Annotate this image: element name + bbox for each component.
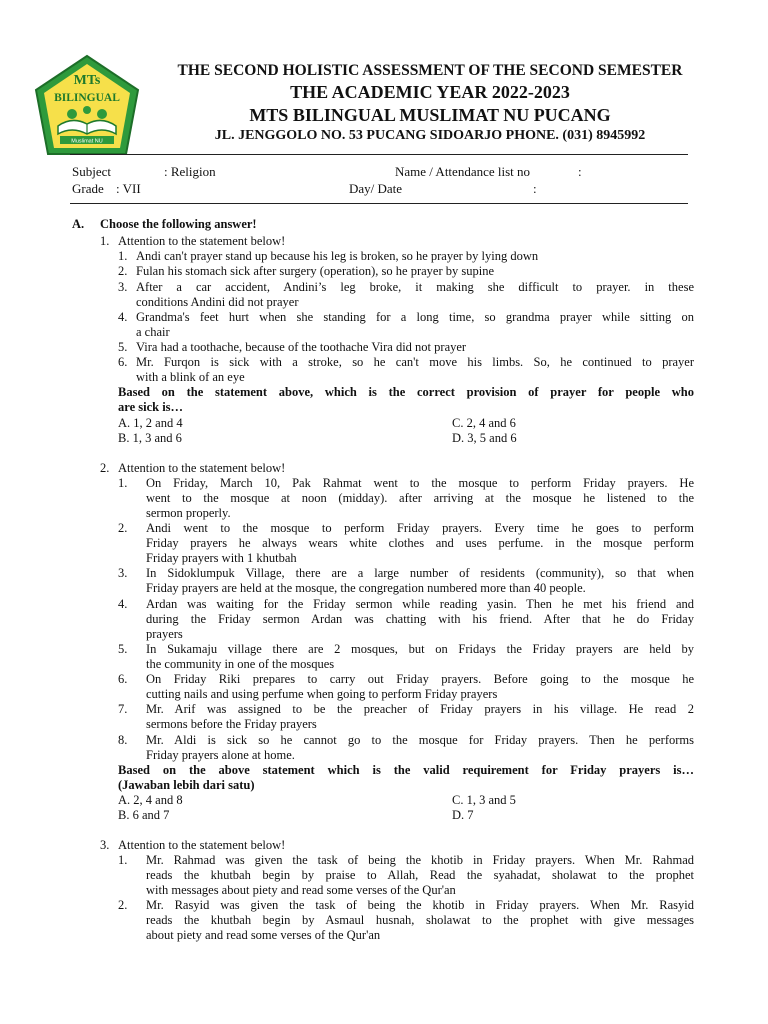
header-school-name: MTS BILINGUAL MUSLIMAT NU PUCANG xyxy=(249,105,611,125)
statement-number: 1. xyxy=(118,853,128,867)
question-number: 2. xyxy=(100,461,110,475)
statement-number: 1. xyxy=(118,476,128,490)
subject-value: : Religion xyxy=(164,164,216,179)
statement-number: 6. xyxy=(118,672,128,686)
question-prompt: Based on the statement above, which is the correct provision of prayer for people who xyxy=(118,385,694,399)
grade-value: : VII xyxy=(116,181,141,196)
statement-text-cont: sermon properly. xyxy=(146,506,231,520)
option-b[interactable]: B. 6 and 7 xyxy=(118,808,170,822)
header-academic-year: THE ACADEMIC YEAR 2022-2023 xyxy=(290,82,570,102)
statement-text: Mr. Aldi is sick so he cannot go to the mosque for Friday prayers. Then he performs xyxy=(146,733,694,747)
question-stem: Attention to the statement below! xyxy=(118,838,286,852)
statement-text-cont: a chair xyxy=(136,325,170,339)
statement-number: 2. xyxy=(118,264,128,278)
section-letter: A. xyxy=(72,217,85,231)
statement-text-cont: Friday prayers are held at the mosque, the congregation numbered more than 40 people. xyxy=(146,581,586,595)
statement-text: Grandma's feet hurt when she standing for a long time, so grandma prayer while sitting on xyxy=(136,310,694,324)
logo-text-bilingual: BILINGUAL xyxy=(54,92,120,104)
statement-text: Fulan his stomach sick after surgery (operation), so he prayer by supine xyxy=(136,264,495,278)
statement-text-cont: conditions Andini did not prayer xyxy=(136,295,299,309)
statement-text-cont: sermons before the Friday prayers xyxy=(146,717,317,731)
section-title: Choose the following answer! xyxy=(100,217,257,231)
statement-text: On Friday Riki prepares to carry out Friday prayers. Before going to the mosque he xyxy=(146,672,694,686)
statement-text: Vira had a toothache, because of the toothache Vira did not prayer xyxy=(136,340,467,354)
statement-text: After a car accident, Andini’s leg broke, it making she difficult to prayer. in these xyxy=(136,280,694,294)
question-number: 1. xyxy=(100,234,110,248)
statement-text: Andi can't prayer stand up because his leg is broken, so he prayer by lying down xyxy=(136,249,539,263)
statement-text: Mr. Furqon is sick with a stroke, so he can't move his limbs. So, he continued to prayer xyxy=(136,355,694,369)
option-d[interactable]: D. 7 xyxy=(452,808,474,822)
question-prompt-cont: (Jawaban lebih dari satu) xyxy=(118,778,255,792)
question-number: 3. xyxy=(100,838,110,852)
option-a[interactable]: A. 2, 4 and 8 xyxy=(118,793,183,807)
statement-text-cont: with a blink of an eye xyxy=(136,370,245,384)
option-c[interactable]: C. 1, 3 and 5 xyxy=(452,793,516,807)
statement-number: 5. xyxy=(118,642,128,656)
statement-text-cont: the community in one of the mosques xyxy=(146,657,335,671)
header-address: JL. JENGGOLO NO. 53 PUCANG SIDOARJO PHONE. (031) 8945992 xyxy=(214,128,646,143)
header-divider xyxy=(70,154,688,155)
statement-text: In Sukamaju village there are 2 mosques, but on Fridays the Friday prayers are held by xyxy=(146,642,694,656)
statement-text-cont: Friday prayers he always wears white clothes and uses perfume. in the mosque perform xyxy=(146,536,694,550)
statement-text-cont: reads the khutbah begin by praise to Allah, Read the syahadat, sholawat to the prophet xyxy=(146,868,694,882)
question-prompt: Based on the above statement which is the valid requirement for Friday prayers is… xyxy=(118,763,694,777)
day-label: Day/ Date xyxy=(349,181,403,196)
day-value: : xyxy=(533,181,537,196)
statement-text-cont: prayers xyxy=(146,627,183,641)
name-label: Name / Attendance list no xyxy=(395,164,531,179)
statement-text-cont: Friday prayers with 1 khutbah xyxy=(146,551,297,565)
statement-text-cont: went to the mosque at noon (midday). after arriving at the mosque he listened to the xyxy=(146,491,694,505)
statement-number: 7. xyxy=(118,702,128,716)
question-prompt-cont: are sick is… xyxy=(118,400,184,414)
option-b[interactable]: B. 1, 3 and 6 xyxy=(118,431,182,445)
grade-label: Grade xyxy=(72,181,104,196)
statement-text-cont: cutting nails and using perfume when going to perform Friday prayers xyxy=(146,687,498,701)
option-c[interactable]: C. 2, 4 and 6 xyxy=(452,416,516,430)
statement-text-cont: with messages about piety and read some verses of the Qur'an xyxy=(146,883,456,897)
subject-label: Subject xyxy=(72,164,111,179)
statement-text: In Sidoklumpuk Village, there are a large number of residents (community), so that when xyxy=(146,566,694,580)
logo-ribbon-text: Muslimat NU xyxy=(71,138,103,145)
header-title: THE SECOND HOLISTIC ASSESSMENT OF THE SECOND SEMESTER xyxy=(177,62,683,79)
option-a[interactable]: A. 1, 2 and 4 xyxy=(118,416,183,430)
info-divider xyxy=(70,203,688,204)
statement-number: 5. xyxy=(118,340,128,354)
school-logo xyxy=(32,54,142,158)
logo-text-mts: MTs xyxy=(73,73,101,88)
statement-text-cont: reads the khutbah begin by Asmaul husnah, sholawat to the prophet with give messages xyxy=(146,913,694,927)
name-value: : xyxy=(578,164,582,179)
statement-number: 4. xyxy=(118,310,128,324)
statement-number: 3. xyxy=(118,280,128,294)
option-d[interactable]: D. 3, 5 and 6 xyxy=(452,431,517,445)
statement-text: Andi went to the mosque to perform Friday prayers. Every time he goes to perform xyxy=(146,521,694,535)
statement-number: 4. xyxy=(118,597,128,611)
statement-number: 2. xyxy=(118,521,128,535)
statement-text-cont: about piety and read some verses of the Qur'an xyxy=(146,928,381,942)
statement-text: Mr. Rasyid was given the task of being the khotib in Friday prayers. When Mr. Rasyid xyxy=(146,898,694,912)
statement-text: Mr. Arif was assigned to be the preacher of Friday prayers in his village. He read 2 xyxy=(146,702,694,716)
statement-text-cont: during the Friday sermon Ardan was chatting with his friend. After that he do Friday xyxy=(146,612,694,626)
statement-text-cont: Friday prayers alone at home. xyxy=(146,748,295,762)
statement-text: Mr. Rahmad was given the task of being the khotib in Friday prayers. When Mr. Rahmad xyxy=(146,853,694,867)
statement-number: 6. xyxy=(118,355,128,369)
statement-text: On Friday, March 10, Pak Rahmat went to the mosque to perform Friday prayers. He xyxy=(146,476,694,490)
statement-number: 3. xyxy=(118,566,128,580)
statement-text: Ardan was waiting for the Friday sermon while reading yasin. Then he met his friend and xyxy=(146,597,694,611)
statement-number: 1. xyxy=(118,249,128,263)
statement-number: 8. xyxy=(118,733,128,747)
statement-number: 2. xyxy=(118,898,128,912)
question-stem: Attention to the statement below! xyxy=(118,234,286,248)
question-stem: Attention to the statement below! xyxy=(118,461,286,475)
